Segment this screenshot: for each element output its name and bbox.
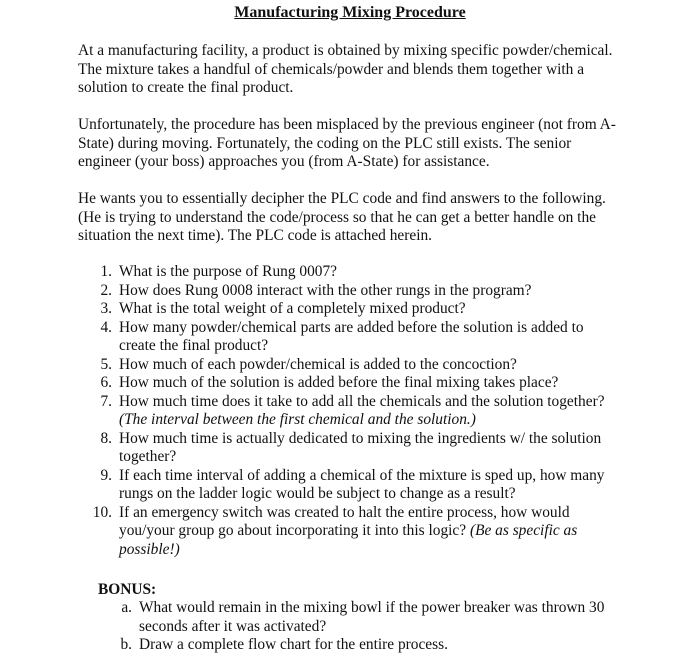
- question-note: (Be as specific as possible!): [119, 522, 578, 558]
- bonus-text: Draw a complete flow chart for the entire process.: [139, 636, 448, 653]
- bonus-text: What would remain in the mixing bowl if the power breaker was thrown 30 seconds after it was activated?: [139, 599, 605, 635]
- question-number: 4.: [100, 318, 112, 336]
- question-text: If an emergency switch was created to halt the entire process, how would you/your group go about incorporating it into this logic?: [119, 503, 570, 539]
- bonus-letter: b.: [120, 636, 132, 653]
- question-number: 1.: [100, 263, 112, 280]
- question-item: [78, 430, 618, 467]
- question-text: How much of each powder/chemical is added to the concoction?: [119, 355, 517, 373]
- question-note: (The interval between the first chemical and the solution.): [119, 411, 476, 428]
- question-number: 5.: [100, 355, 112, 373]
- question-number: 3.: [100, 300, 112, 317]
- question-text: How much time does it take to add all the chemicals and the solution together?: [119, 392, 605, 410]
- question-item: [78, 356, 618, 375]
- question-text: How much time is actually dedicated to mixing the ingredients w/ the solution together?: [119, 429, 602, 465]
- question-text: If each time interval of adding a chemical of the mixture is sped up, how many rungs on the ladder logic would be subject to change as a result?: [119, 466, 605, 502]
- question-text: How many powder/chemical parts are added before the solution is added to create the final product?: [119, 318, 584, 354]
- intro-paragraph: At a manufacturing facility, a product is obtained by mixing specific powder/chemical. The mixture takes a handful of chemicals/powder and blends them together with a solution to create the final product.: [78, 42, 613, 96]
- question-item: [78, 374, 618, 393]
- question-text: How much of the solution is added before the final mixing takes place?: [119, 374, 559, 391]
- document-title: Manufacturing Mixing Procedure: [234, 4, 466, 21]
- bonus-letter: a.: [121, 599, 132, 616]
- question-text: What is the purpose of Rung 0007?: [119, 263, 337, 280]
- question-list: [78, 263, 618, 559]
- question-item: [78, 504, 618, 560]
- question-item: [78, 393, 618, 430]
- bonus-heading: BONUS:: [98, 581, 157, 598]
- question-number: 9.: [100, 466, 112, 484]
- question-item: [78, 282, 618, 301]
- bonus-item: [98, 599, 618, 636]
- question-number: 7.: [100, 392, 112, 410]
- question-text: What is the total weight of a completely mixed product?: [119, 300, 466, 317]
- question-text: How does Rung 0008 interact with the other rungs in the program?: [119, 281, 532, 299]
- question-item: [78, 300, 618, 319]
- question-number: 2.: [100, 281, 112, 299]
- bonus-list: [98, 599, 618, 655]
- bonus-item: [98, 636, 618, 655]
- task-paragraph: He wants you to essentially decipher the PLC code and find answers to the following. (He is trying to understand the code/process so that he can get a better handle on the situation the next time). The PLC code is attached herein.: [78, 190, 606, 244]
- problem-paragraph: Unfortunately, the procedure has been misplaced by the previous engineer (not from A-State) during moving. Fortunately, the coding on the PLC still exists. The senior engineer (your boss) approaches you (from A-State) for assistance.: [78, 116, 616, 170]
- question-number: 8.: [100, 429, 112, 447]
- question-number: 6.: [100, 374, 112, 391]
- question-number: 10.: [92, 503, 112, 521]
- question-item: [78, 263, 618, 282]
- question-item: [78, 467, 618, 504]
- question-item: [78, 319, 618, 356]
